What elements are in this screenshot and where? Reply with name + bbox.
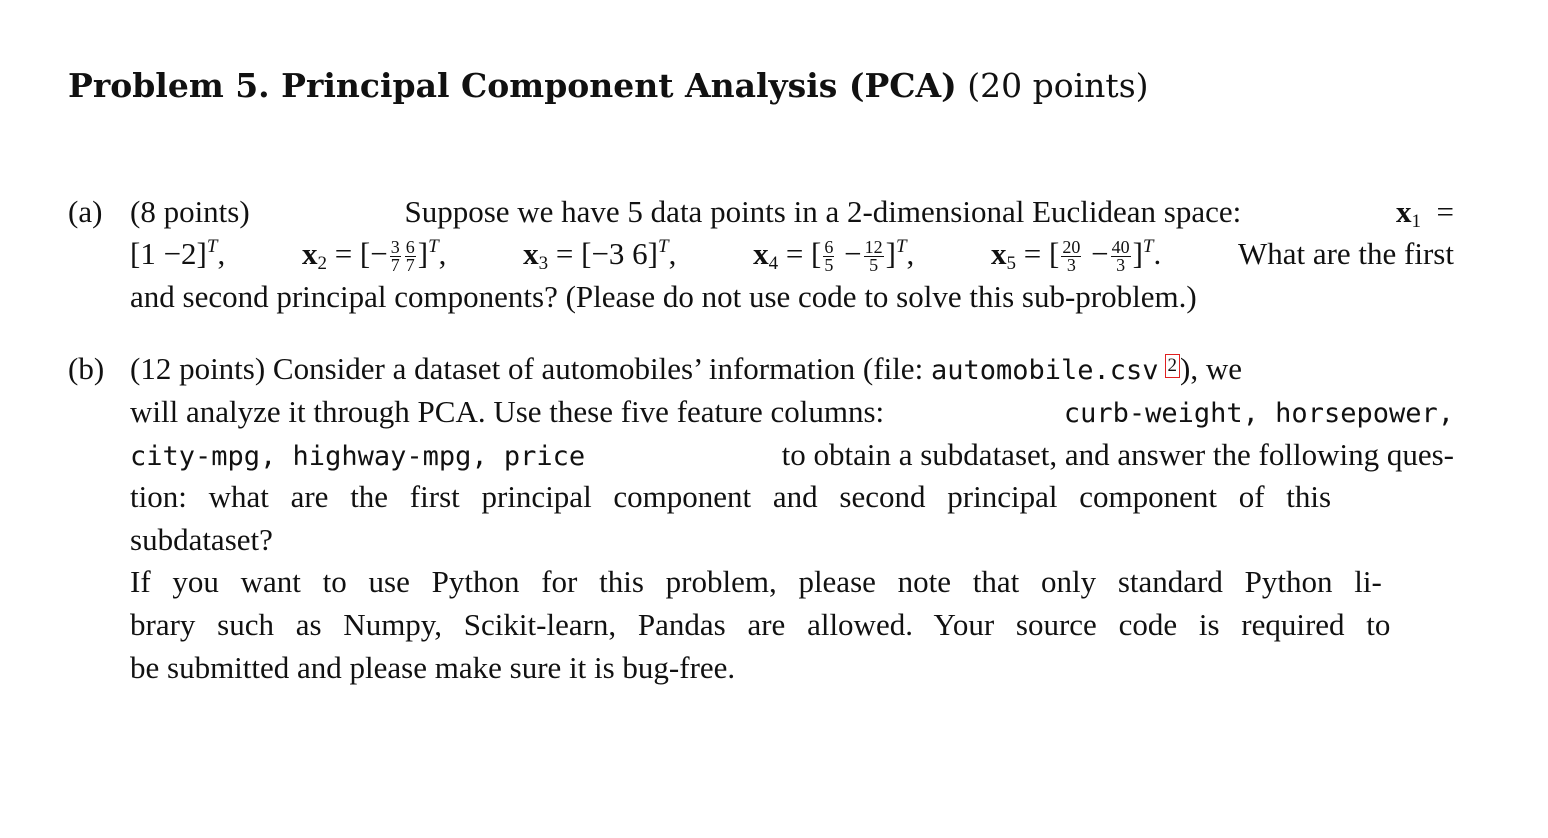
part-b-line-4 — [130, 475, 1454, 518]
part-b-line-5-text: subdataset? — [130, 522, 273, 557]
x3-equation: $x_3 = [-3$ 6]$^T$, — [523, 236, 677, 274]
part-a-line-3 — [130, 275, 1454, 318]
part-a-line-1 — [130, 190, 1454, 233]
part-b-line-2 — [130, 390, 1454, 433]
x2-frac-1: $\frac{3}{7}$ — [390, 237, 400, 276]
part-a-points: (8 points) — [130, 194, 250, 229]
problem-title: Problem 5. Principal Component Analysis (PCA) — [68, 66, 957, 105]
part-b-line-7 — [130, 603, 1454, 646]
part-b-line-8 — [130, 646, 1454, 689]
part-b-line-4-text: tion: what are the first principal component and second principal component of this — [130, 479, 1332, 514]
x4-frac-2: $\frac{12}{5}$ — [864, 237, 883, 276]
footnote-link[interactable]: 2 — [1165, 354, 1181, 378]
x4-equation: $x_4$ = [ $\frac{6}{5}$ − $\frac{12}{5}$ ]$^T$, — [753, 236, 915, 276]
x5-frac-2: $\frac{40}{3}$ — [1111, 237, 1130, 276]
x5-equation: $x_5$ = [ $\frac{20}{3}$ − $\frac{40}{3}$ ]$^T$. — [991, 236, 1162, 276]
part-b-line-2-text: will analyze it through PCA. Use these five feature columns: — [130, 394, 885, 429]
part-b-line-3-text: to obtain a subdataset, and answer the following ques- — [781, 437, 1454, 472]
part-a-line-2 — [130, 232, 1454, 275]
part-b-line-6 — [130, 560, 1454, 603]
x1-label: $x_1$ = — [1396, 194, 1454, 232]
part-b-line-8-text: be submitted and please make sure it is bug-free. — [130, 650, 736, 685]
file-name: automobile.csv — [930, 355, 1159, 386]
part-b-line-1 — [130, 347, 1454, 390]
feature-columns-1: curb-weight, horsepower, — [1063, 398, 1454, 429]
part-b-line-6-text: If you want to use Python for this problem, please note that only standard Python li- — [130, 564, 1382, 599]
part-b-line-3 — [130, 433, 1454, 476]
part-b-line-1-text: (12 points) Consider a dataset of automobiles’ information (file: — [130, 351, 924, 386]
feature-columns-2: city-mpg, highway-mpg, price — [130, 441, 586, 472]
part-b-line-5 — [130, 518, 1454, 561]
problem-heading — [68, 64, 1149, 108]
part-a-question-start: What are the first — [1237, 236, 1454, 271]
problem-points: (20 points) — [967, 66, 1149, 105]
x5-frac-1: $\frac{20}{3}$ — [1062, 237, 1081, 276]
x4-frac-1: $\frac{6}{5}$ — [824, 237, 834, 276]
part-a-label: (a) — [68, 194, 103, 229]
part-a-question-end: and second principal components? (Please do not use code to solve this sub-problem.) — [130, 279, 1197, 314]
part-a-intro: Suppose we have 5 data points in a 2-dimensional Euclidean space: — [404, 194, 1242, 229]
x2-frac-2: $\frac{6}{7}$ — [405, 237, 415, 276]
part-b-line-7-text: brary such as Numpy, Scikit-learn, Pandas are allowed. Your source code is required to — [130, 607, 1391, 642]
x1-value: $[1 -2]^T$, — [130, 236, 226, 271]
part-b-label: (b) — [68, 351, 105, 386]
part-b-line-1-end: ), we — [1180, 351, 1242, 386]
x2-equation: $x_2$ = [− $\frac{3}{7}$ $\frac{6}{7}$ ]$^T$, — [301, 236, 447, 276]
